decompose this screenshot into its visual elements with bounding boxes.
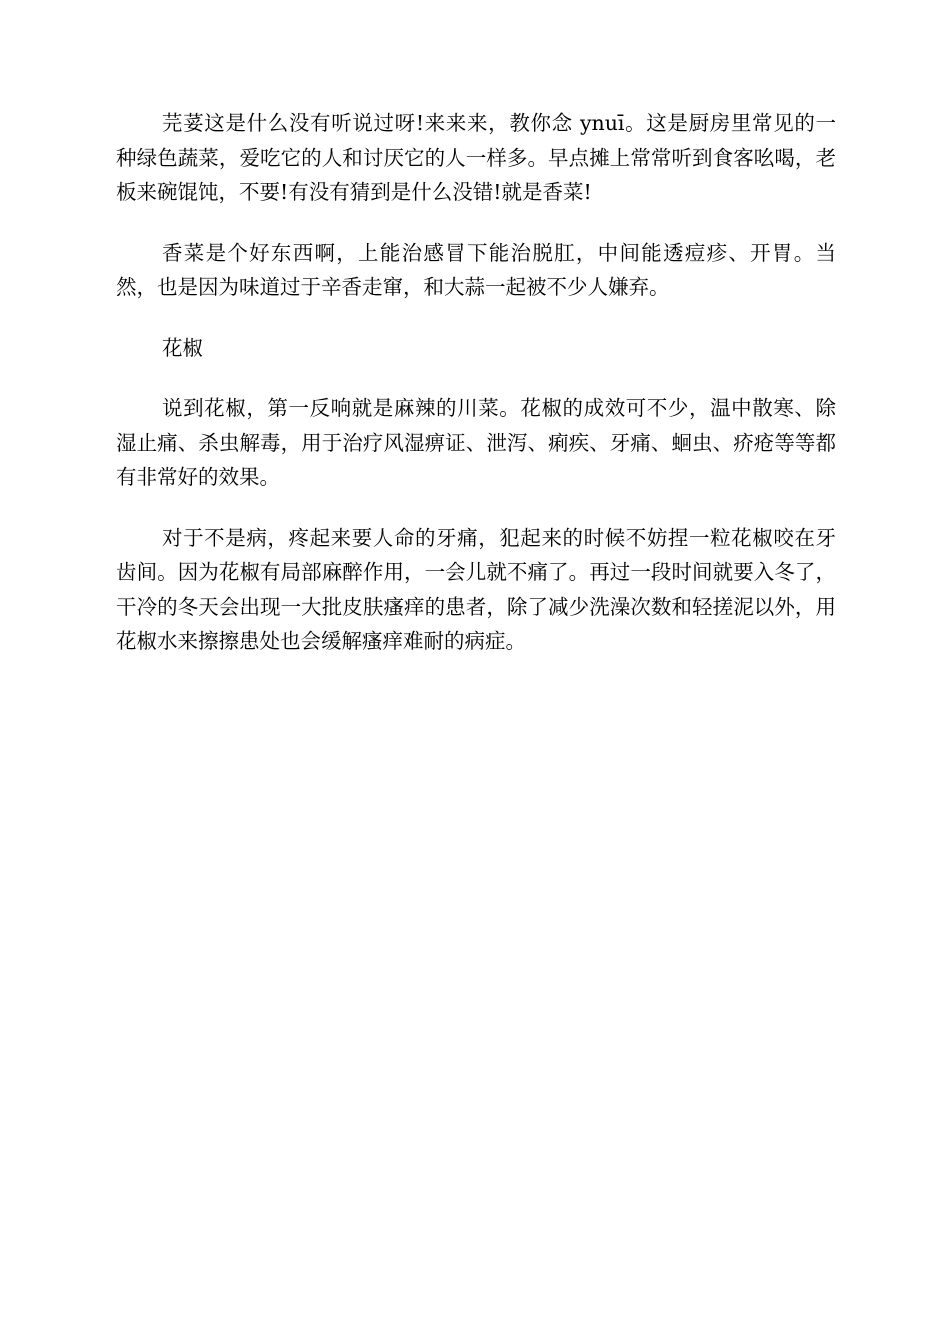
section-heading-sichuan-pepper: 花椒: [162, 335, 203, 360]
document-body: [116, 106, 836, 659]
paragraph-coriander-intro: 芫荽这是什么没有听说过呀!来来来，教你念 ynuī。这是厨房里常见的一种绿色蔬菜，爱吃它的人和讨厌它的人一样多。早点摊上常常听到食客吆喝，老板来碗馄饨，不要!有没有猜到是什么没错!就是香菜!: [116, 111, 836, 204]
paragraph-coriander-benefits: 香菜是个好东西啊，上能治感冒下能治脱肛，中间能透痘疹、开胃。当然，也是因为味道过于辛香走窜，和大蒜一起被不少人嫌弃。: [116, 240, 836, 299]
paragraph-sichuan-pepper-effects: 说到花椒，第一反响就是麻辣的川菜。花椒的成效可不少，温中散寒、除湿止痛、杀虫解毒，用于治疗风湿痹证、泄泻、痢疾、牙痛、蛔虫、疥疮等等都有非常好的效果。: [116, 396, 836, 489]
paragraph-sichuan-pepper-toothache: 对于不是病，疼起来要人命的牙痛，犯起来的时候不妨捏一粒花椒咬在牙齿间。因为花椒有局部麻醉作用，一会儿就不痛了。再过一段时间就要入冬了，干冷的冬天会出现一大批皮肤瘙痒的患者，除了减少洗澡次数和轻搓泥以外，用花椒水来擦擦患处也会缓解瘙痒难耐的病症。: [116, 525, 836, 653]
